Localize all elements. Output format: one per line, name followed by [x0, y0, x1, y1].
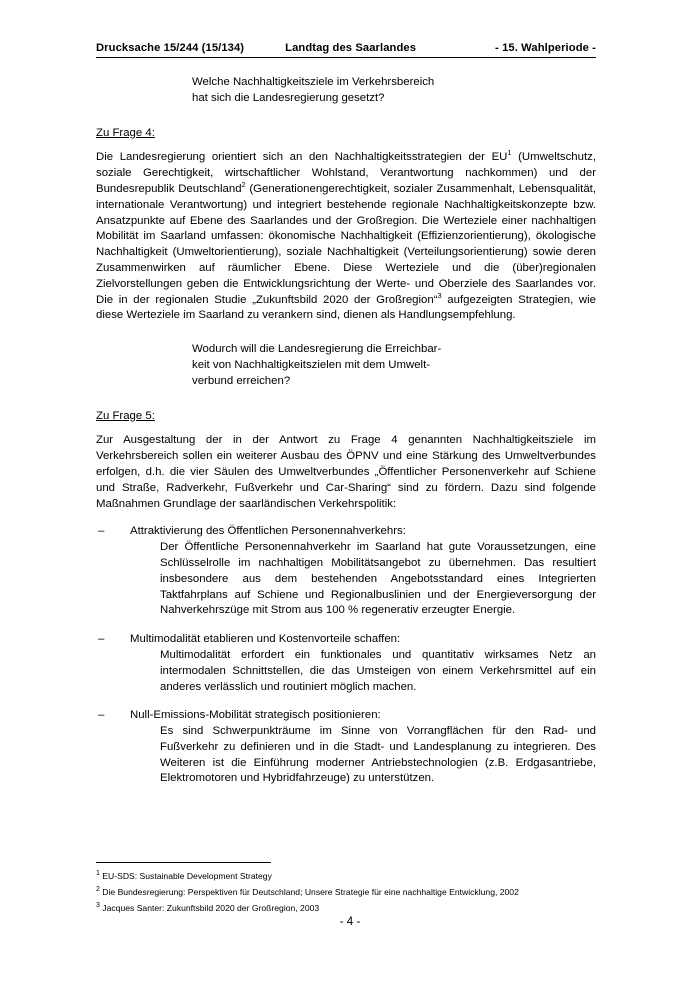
footnote-2-text: Die Bundesregierung: Perspektiven für Deutschland; Unsere Strategie für eine nachhaltige Entwicklung, 2002: [102, 886, 519, 897]
footnote-ref-1: 1: [507, 148, 512, 158]
list-item: [96, 524, 596, 619]
list-item: [96, 632, 596, 695]
question-5-block: [192, 342, 588, 389]
footnote-area: [96, 862, 606, 918]
bullet-title: Null-Emissions-Mobilität strategisch positionieren:: [130, 709, 381, 722]
header-wahlperiode: - 15. Wahlperiode -: [495, 42, 596, 54]
question-4-block: [192, 75, 588, 107]
bullet-text: Multimodalität erfordert ein funktionales und quantitativ wirksames Netz an intermodalen Schnittstellen, die das Umsteigen von einem Verkehrsmittel auf ein anderes verlässlich und routiniert möglich machen.: [160, 648, 596, 693]
bullet-text: Es sind Schwerpunkträume im Sinne von Vorrangflächen für den Rad- und Fußverkehr zu definieren und in die Stadt- und Landesplanung zu integrieren. Des Weiteren ist die Einführung moderner Antriebstechnologien (z.B. Erdgasantriebe, Elektromotoren und Hybridfahrzeuge) zu unterstützen.: [160, 725, 596, 785]
footnote-3: [96, 902, 606, 915]
question-4-line-1: Welche Nachhaltigkeitsziele im Verkehrsbereich: [192, 76, 435, 88]
header-drucksache: Drucksache 15/244 (15/134): [96, 42, 245, 54]
footnote-1-number: 1: [96, 870, 100, 878]
bullet-title: Multimodalität etablieren und Kostenvorteile schaffen:: [130, 633, 401, 646]
bullet-body: [130, 708, 596, 787]
page-header: [96, 42, 596, 58]
document-body: [96, 75, 596, 787]
answer-4-text-2: (Umweltschutz, soziale Gerechtigkeit, wirtschaftlicher Wohlstand, Verantwortung nachkommen) und der Bundesrepublik Deutschland: [96, 151, 596, 195]
answer-5-intro: Zur Ausgestaltung der in der Antwort zu Frage 4 genannten Nachhaltigkeitsziele im Verkehrsbereich sollen ein weiterer Ausbau des ÖPNV und eine Stärkung des Umweltverbundes erfolgen, d.h. die vier Säulen des Umweltverbundes „Öffentlicher Personenverkehr auf Schiene und Straße, Radverkehr, Fußverkehr und Car-Sharing“ sind zu fördern. Dazu sind folgende Maßnahmen Grundlage der saarländischen Verkehrspolitik:: [96, 434, 596, 510]
footnote-separator: [96, 862, 271, 863]
answer-4-text-3: (Generationengerechtigkeit, sozialer Zusammenhalt, Lebensqualität, internationale Verantwortung) und integriert bestehende regionale Nachhaltigkeitskonzepte bzw. Ansatzpunkte auf Ebene des Saarlandes und der Großregion. Die Werteziele einer nachhaltigen Mobilität im Saarland umfassen: ökonomische Nachhaltigkeit (Effizienzorientierung), ökologische Nachhaltigkeit (Umweltorientierung), soziale Nachhaltigkeit (Verteilungsorientierung) sowie deren Zusammenwirken auf räumlicher Ebene. Diese Werteziele und die (über)regionalen Zielvorstellungen geben die Entwicklungsrichtung der Werte- und Oberziele des Saarlandes vor. Die in der regionalen Studie „Zukunftsbild 2020 der Großregion“: [96, 182, 596, 306]
footnote-ref-2: 2: [241, 180, 246, 190]
answer-4-heading: Zu Frage 4:: [96, 126, 155, 139]
question-5-line-3: verbund erreichen?: [192, 374, 291, 387]
bullet-text: Der Öffentliche Personennahverkehr im Saarland hat gute Voraussetzungen, eine Schlüsselrolle im nachhaltigen Mobilitätsangebot zu übernehmen. Das resultiert insbesondere aus dem bestehenden Angebotsstandard eines Integrierten Taktfahrplans auf Schiene und Regionalbuslinien und der Energieversorgung der Nahverkehrszüge mit Strom aus 100 % regenerativ erzeugter Energie.: [160, 541, 596, 617]
answer-4-text-4: aufgezeigten Strategien, wie diese Werteziele im Saarland zu verankern sind, dienen als Handlungsempfehlung.: [96, 293, 596, 322]
list-item: [96, 708, 596, 787]
question-5-line-1: Wodurch will die Landesregierung die Erreichbar-: [192, 343, 442, 356]
page-number: - 4 -: [339, 915, 361, 928]
bullet-dash-icon: –: [98, 709, 105, 722]
bullet-body: [130, 524, 596, 619]
footnote-3-text: Jacques Santer: Zukunftsbild 2020 der Großregion, 2003: [102, 902, 320, 913]
footnote-3-number: 3: [96, 901, 100, 909]
bullet-body: [130, 632, 596, 695]
header-institution: Landtag des Saarlandes: [285, 42, 417, 54]
answer-5-bullet-list: [96, 524, 596, 787]
footnote-ref-3: 3: [437, 290, 442, 300]
footnote-1-text: EU-SDS: Sustainable Development Strategy: [102, 871, 272, 881]
answer-5-heading: Zu Frage 5:: [96, 409, 155, 422]
answer-4-paragraph: [96, 150, 596, 324]
answer-4-text-1: Die Landesregierung orientiert sich an den Nachhaltigkeitsstrategien der EU: [96, 151, 508, 164]
footnote-1: [96, 870, 606, 883]
bullet-dash-icon: –: [98, 525, 105, 538]
footnote-2-number: 2: [96, 886, 100, 894]
footnote-2: [96, 886, 606, 899]
question-5-line-2: keit von Nachhaltigkeitszielen mit dem Umwelt-: [192, 358, 431, 371]
bullet-dash-icon: –: [98, 633, 105, 646]
question-4-line-2: hat sich die Landesregierung gesetzt?: [192, 91, 385, 104]
bullet-title: Attraktivierung des Öffentlichen Personennahverkehrs:: [130, 525, 406, 538]
